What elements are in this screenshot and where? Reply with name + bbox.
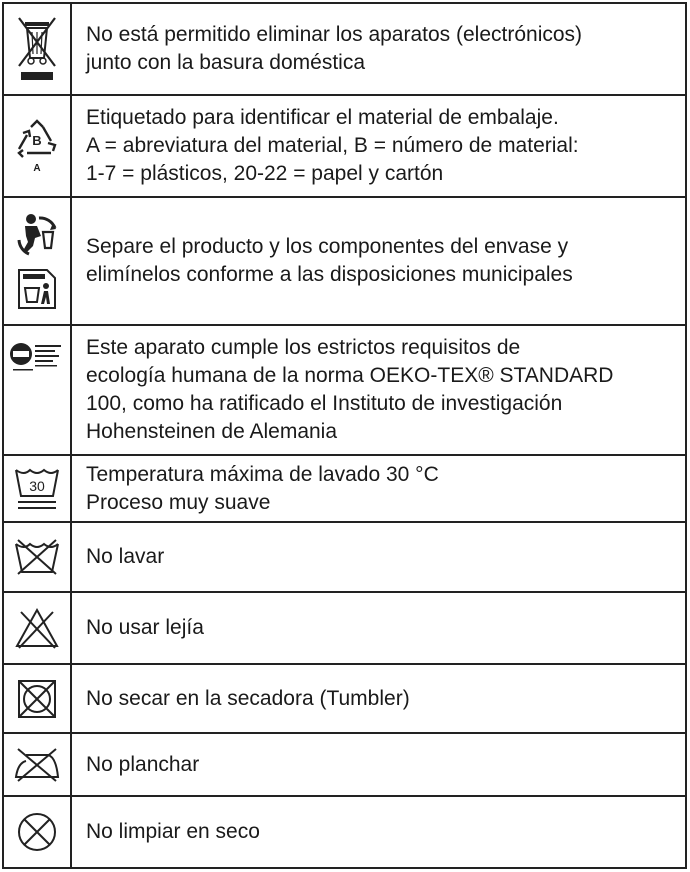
description-cell	[72, 665, 685, 734]
description-line: No planchar	[86, 752, 200, 776]
description-cell	[72, 734, 685, 797]
do-not-iron-icon	[12, 745, 62, 785]
icon-cell	[4, 96, 72, 198]
description-line: No lavar	[86, 545, 165, 568]
icon-cell	[4, 198, 72, 326]
icon-cell	[4, 456, 72, 523]
description-line: No usar lejía	[86, 616, 204, 639]
do-not-wash-icon	[12, 538, 62, 576]
description-line: Hohensteinen de Alemania	[86, 420, 338, 443]
recycling-code-icon	[13, 119, 61, 174]
description-line: 1-7 = plásticos, 20-22 = papel y cartón	[86, 162, 444, 185]
description-line: Separe el producto y los componentes del envase y	[86, 235, 569, 258]
description-cell	[72, 4, 685, 96]
description-line: No secar en la secadora (Tumbler)	[86, 686, 410, 710]
do-not-tumble-dry-icon	[15, 677, 59, 721]
description-line: Este aparato cumple los estrictos requisitos de	[86, 336, 521, 359]
do-not-dry-clean-icon	[15, 810, 59, 854]
crossed-out-wheelie-bin-icon	[15, 14, 59, 84]
symbols-table	[2, 2, 687, 869]
description-cell	[72, 456, 685, 523]
description-line: Temperatura máxima de lavado 30 °C	[86, 462, 439, 486]
description-cell	[72, 96, 685, 198]
description-cell	[72, 593, 685, 665]
description-cell	[72, 797, 685, 867]
oeko-tex-label-icon	[9, 340, 65, 380]
description-line: junto con la basura doméstica	[86, 51, 365, 74]
icon-cell	[4, 665, 72, 734]
description-line: Etiquetado para identificar el material de embalaje.	[86, 106, 559, 129]
icon-cell	[4, 4, 72, 96]
description-line: No está permitido eliminar los aparatos (electrónicos)	[86, 23, 583, 46]
separate-disposal-icon	[15, 212, 59, 310]
description-cell	[72, 198, 685, 326]
description-line: No limpiar en seco	[86, 820, 260, 843]
icon-cell	[4, 797, 72, 867]
icon-cell	[4, 734, 72, 797]
description-cell	[72, 523, 685, 593]
description-line: 100, como ha ratificado el Instituto de investigación	[86, 392, 563, 415]
icon-cell	[4, 593, 72, 665]
recycle-abbrev-label: A	[33, 162, 41, 174]
description-cell	[72, 326, 685, 456]
wash-temperature-label: 30	[29, 477, 45, 494]
icon-cell	[4, 326, 72, 456]
description-line: Proceso muy suave	[86, 490, 271, 514]
description-line: elimínelos conforme a las disposiciones municipales	[86, 263, 573, 286]
wash-30-gentle-icon	[12, 466, 62, 512]
do-not-bleach-icon	[13, 606, 61, 650]
description-line: A = abreviatura del material, B = número de material:	[86, 134, 579, 157]
description-line: ecología humana de la norma OEKO-TEX® STANDARD	[86, 364, 614, 387]
recycle-number-label: B	[32, 132, 42, 148]
icon-cell	[4, 523, 72, 593]
